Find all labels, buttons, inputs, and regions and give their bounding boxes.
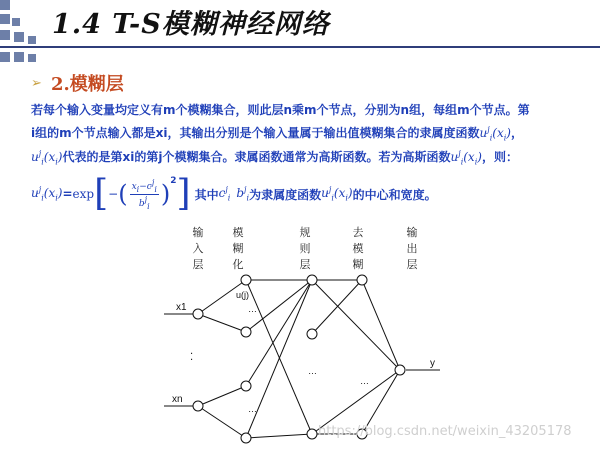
rule-node	[307, 329, 317, 339]
decor-square	[0, 14, 10, 24]
decor-square	[0, 0, 10, 10]
rule-node	[307, 429, 317, 439]
slide-title: 1.4 T-S模糊神经网络	[52, 9, 330, 40]
svg-text:糊: 糊	[352, 259, 364, 271]
svg-text:模: 模	[352, 243, 364, 255]
decor-square	[14, 52, 24, 62]
paragraph-text: ，则：	[481, 150, 518, 164]
paragraph-text: i组的m个节点输入都是xi，其输出分别是个输入量属于输出值模糊集合的隶属度函数	[31, 126, 480, 140]
formula-desc-mid: 为隶属度函数	[249, 187, 322, 202]
decor-square	[0, 52, 10, 62]
input-dots: ⁚	[190, 352, 194, 363]
membership-function-symbol: $u^j_i(x_i)$	[321, 185, 353, 203]
width-symbol: $b^j_i$	[236, 185, 250, 203]
svg-text:模: 模	[232, 227, 244, 239]
network-edge	[198, 406, 246, 438]
network-edge	[312, 280, 400, 370]
formula-fraction: $\frac{x_i-c^j_i}{b^j_i}$	[131, 177, 157, 211]
center-symbol: $c^j_i$	[218, 185, 231, 203]
output-label: y	[430, 358, 435, 369]
watermark: https://blog.csdn.net/weixin_43205178	[318, 424, 572, 439]
layer-label	[353, 225, 364, 271]
input-label-xn: xn	[172, 394, 183, 405]
decor-square	[14, 32, 24, 42]
decor-square	[28, 36, 36, 44]
rule-node	[307, 275, 317, 285]
svg-text:层: 层	[406, 259, 418, 271]
svg-text:层: 层	[299, 259, 311, 271]
ellipsis: …	[360, 376, 369, 386]
paragraph-line-1	[31, 101, 530, 118]
paragraph-line-3	[31, 148, 518, 166]
svg-text:出: 出	[406, 243, 418, 255]
input-node	[193, 309, 203, 319]
decor-square	[28, 54, 36, 62]
input-label-x1: x1	[176, 302, 187, 313]
paragraph-line-2: i组的m个节点输入都是xi，其输出分别是个输入量属于输出值模糊集合的隶属度函数$u^j_i(x_i)$，	[31, 125, 523, 143]
ellipsis: …	[248, 404, 257, 414]
svg-text:去: 去	[352, 227, 364, 239]
svg-text:则: 则	[299, 243, 311, 255]
svg-text:输: 输	[192, 227, 204, 239]
svg-text:入: 入	[192, 243, 204, 255]
fuzzification-node	[241, 327, 251, 337]
fuzzification-node	[241, 275, 251, 285]
network-edge	[246, 434, 312, 438]
formula-desc-suffix: 的中心和宽度。	[352, 187, 437, 202]
membership-function-symbol: $u^j_i(x_i)$	[31, 149, 63, 167]
layer-label	[193, 225, 204, 271]
formula-power: 2	[170, 176, 177, 186]
network-edge	[198, 314, 246, 332]
formula-desc-prefix: 其中	[194, 187, 219, 202]
membership-function-symbol: $u^j_i(x_i)$	[450, 149, 482, 167]
title-divider	[0, 46, 600, 48]
membership-function-symbol: $u^j_i(x_i)$	[479, 125, 511, 143]
gaussian-formula: $u^j_i(x_i)$ = exp [ − ( $\frac{x_i-c^j_i}{b^j_i}$ ) $^2$ ] 其中 $c^j_i$ $b^j_i$ 为隶属度函数 $u^j_i(x_i)$ 的中心和宽度。	[31, 173, 437, 214]
fuzzification-node	[241, 381, 251, 391]
layer-label	[300, 225, 311, 271]
network-edge	[198, 386, 246, 406]
section-heading: 2.模糊层	[51, 74, 124, 95]
decor-square	[0, 30, 10, 40]
input-node	[193, 401, 203, 411]
paragraph-text: 代表的是第xi的第j个模糊集合。隶属函数通常为高斯函数。若为高斯函数	[62, 150, 451, 164]
svg-text:层: 层	[192, 259, 204, 271]
svg-text:输: 输	[406, 227, 418, 239]
layer-label	[407, 225, 418, 271]
svg-text:糊: 糊	[232, 243, 244, 255]
bullet-arrow-icon: ➢	[31, 76, 42, 91]
membership-label: u(j)	[236, 290, 249, 300]
ellipsis: …	[308, 366, 317, 376]
defuzzification-node	[357, 275, 367, 285]
output-node	[395, 365, 405, 375]
decor-square	[12, 18, 20, 26]
fuzzification-node	[241, 433, 251, 443]
formula-lhs: $u^j_i(x_i)$	[31, 185, 63, 203]
layer-label	[233, 225, 244, 271]
network-edge	[246, 280, 312, 386]
network-edge	[362, 280, 400, 370]
ellipsis: …	[248, 304, 257, 314]
svg-text:规: 规	[299, 227, 311, 239]
ts-fuzzy-network-diagram	[150, 222, 600, 450]
svg-text:化: 化	[232, 259, 244, 271]
paragraph-text: 若每个输入变量均定义有m个模糊集合，则此层n乘m个节点，分别为n组，每组m个节点。第	[31, 103, 530, 117]
